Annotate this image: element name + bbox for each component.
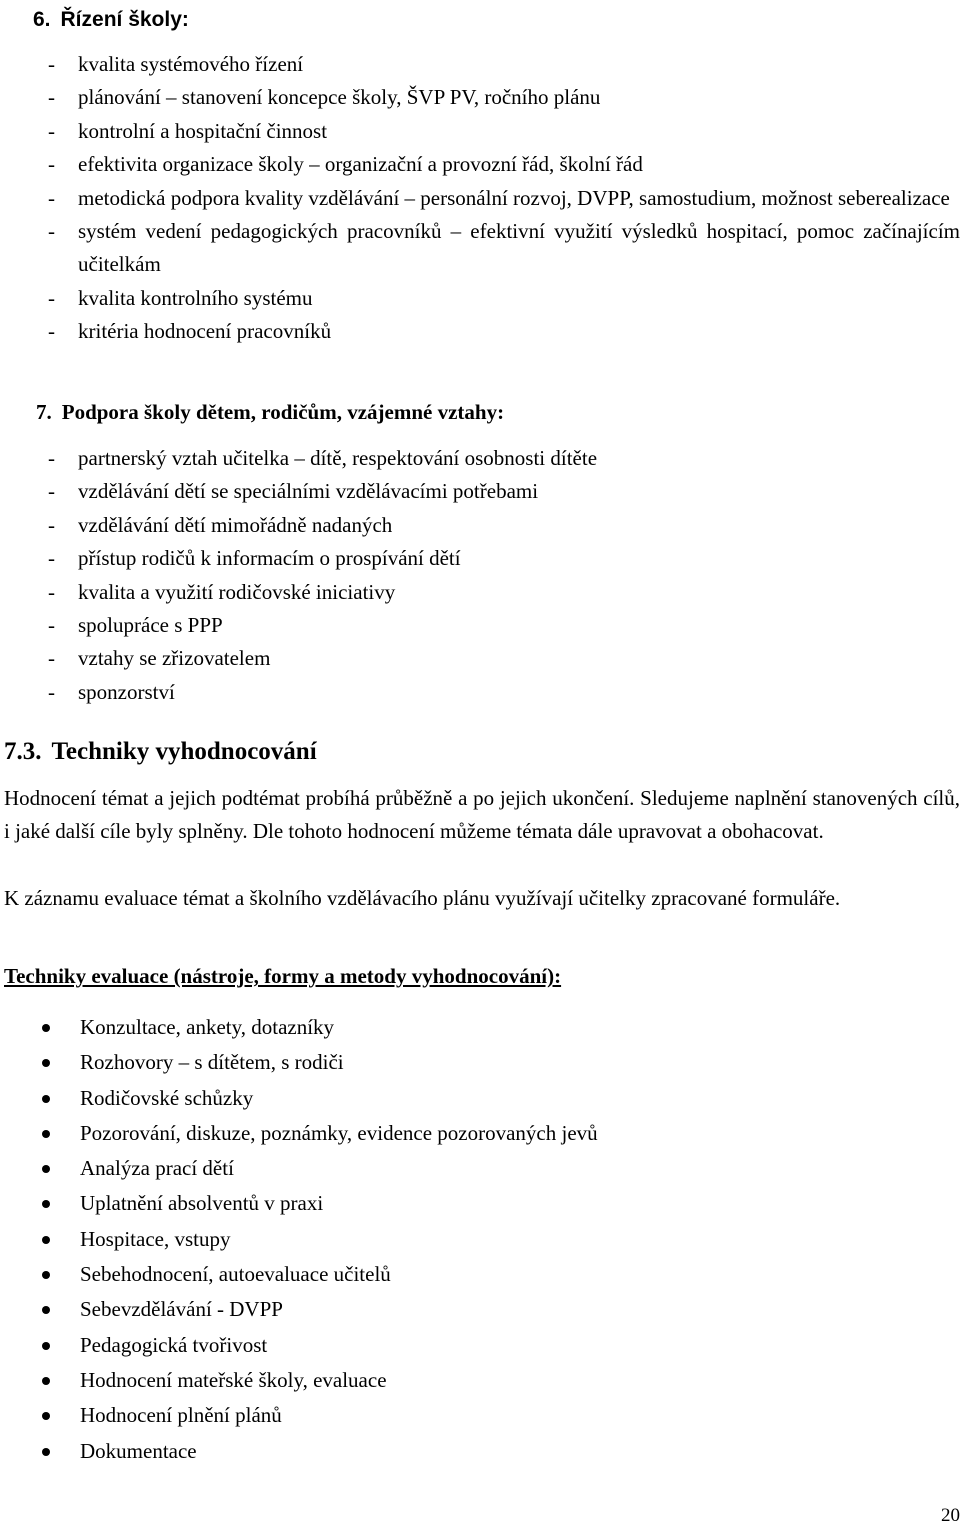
- section-6-title: Řízení školy:: [60, 8, 189, 31]
- bullet-icon: [42, 1165, 50, 1173]
- list-item-text: Analýza prací dětí: [80, 1156, 234, 1181]
- list-item-text: Uplatnění absolventů v praxi: [80, 1191, 324, 1216]
- section-7-3-title: Techniky vyhodnocování: [51, 738, 317, 765]
- list-item-text: přístup rodičů k informacím o prospívání dětí: [78, 546, 461, 571]
- list-item-text: vzdělávání dětí mimořádně nadaných: [78, 512, 393, 537]
- list-item: [0, 475, 960, 508]
- list-item: [0, 509, 960, 542]
- list-item-text: Hodnocení plnění plánů: [80, 1403, 282, 1428]
- bullet-icon: [42, 1448, 50, 1456]
- list-item-text: Dokumentace: [80, 1438, 197, 1463]
- section-6-list: [0, 48, 960, 349]
- dash-marker: -: [48, 118, 55, 143]
- list-item-text: partnerský vztah učitelka – dítě, respektování osobnosti dítěte: [78, 446, 598, 470]
- dash-marker: -: [48, 185, 55, 210]
- list-item-text: Konzultace, ankety, dotazníky: [80, 1015, 335, 1039]
- list-item-text: metodická podpora kvality vzdělávání – personální rozvoj, DVPP, samostudium, možnost seberealizace: [78, 185, 950, 210]
- dash-marker: -: [48, 52, 55, 76]
- section-7-3-heading: [4, 739, 317, 764]
- dash-marker: -: [48, 546, 55, 571]
- dash-marker: -: [48, 646, 55, 671]
- bullet-icon: [42, 1024, 50, 1032]
- bullet-icon: [42, 1342, 50, 1350]
- list-item: [0, 1151, 598, 1186]
- list-item-text: kritéria hodnocení pracovníků: [78, 319, 332, 344]
- list-item: [0, 442, 960, 475]
- bullet-icon: [42, 1059, 50, 1067]
- techniques-list: [0, 1010, 598, 1469]
- dash-marker: -: [48, 512, 55, 537]
- list-item: [0, 1328, 598, 1363]
- list-item-text: systém vedení pedagogických pracovníků – efektivní využití výsledků hospitací, pomoc začínajícím učitelkám: [78, 219, 960, 277]
- section-6-number: 6.: [33, 8, 51, 31]
- list-item: [0, 1398, 598, 1433]
- bullet-icon: [42, 1236, 50, 1244]
- bullet-icon: [42, 1200, 50, 1208]
- section-6-heading: [33, 9, 189, 30]
- bullet-icon: [42, 1271, 50, 1279]
- list-item-text: Rodičovské schůzky: [80, 1085, 254, 1110]
- list-item: [0, 1363, 598, 1398]
- dash-marker: -: [48, 319, 55, 344]
- dash-marker: -: [48, 446, 55, 470]
- list-item: [0, 282, 960, 315]
- list-item: [0, 676, 960, 709]
- list-item-text: vztahy se zřizovatelem: [78, 646, 271, 671]
- bullet-icon: [42, 1306, 50, 1314]
- dash-marker: -: [48, 219, 55, 244]
- list-item: [0, 1045, 598, 1080]
- dash-marker: -: [48, 479, 55, 504]
- page-number: 20: [941, 1505, 960, 1526]
- list-item-text: efektivita organizace školy – organizační a provozní řád, školní řád: [78, 152, 643, 177]
- list-item-text: kvalita systémového řízení: [78, 52, 304, 76]
- bullet-icon: [42, 1412, 50, 1420]
- evaluation-paragraph-2: K záznamu evaluace témat a školního vzdělávacího plánu využívají učitelky zpracované formuláře.: [4, 886, 841, 910]
- list-item-text: Sebehodnocení, autoevaluace učitelů: [80, 1262, 391, 1287]
- dash-marker: -: [48, 613, 55, 638]
- bullet-icon: [42, 1377, 50, 1385]
- list-item: [0, 1222, 598, 1257]
- list-item: [0, 642, 960, 675]
- list-item-text: plánování – stanovení koncepce školy, ŠVP PV, ročního plánu: [78, 85, 601, 110]
- bullet-icon: [42, 1130, 50, 1138]
- section-7-title: Podpora školy dětem, rodičům, vzájemné vztahy:: [61, 400, 505, 424]
- list-item-text: sponzorství: [78, 679, 175, 704]
- list-item: [0, 609, 960, 642]
- list-item-text: Pedagogická tvořivost: [80, 1332, 268, 1357]
- dash-marker: -: [48, 85, 55, 110]
- dash-marker: -: [48, 679, 55, 704]
- techniques-heading: Techniky evaluace (nástroje, formy a metody vyhodnocování):: [4, 964, 562, 988]
- section-7-number: 7.: [36, 400, 52, 424]
- list-item-text: kvalita a využití rodičovské iniciativy: [78, 579, 396, 604]
- section-7-list: [0, 442, 960, 709]
- list-item: [0, 215, 960, 282]
- list-item-text: Hodnocení mateřské školy, evaluace: [80, 1367, 387, 1392]
- list-item: [0, 1081, 598, 1116]
- list-item-text: Sebevzdělávání - DVPP: [80, 1297, 283, 1322]
- list-item-text: Hospitace, vstupy: [80, 1226, 231, 1251]
- list-item: [0, 1116, 598, 1151]
- evaluation-paragraph-1: Hodnocení témat a jejich podtémat probíhá průběžně a po jejich ukončení. Sledujeme naplnění stanovených cílů, i jaké další cíle byly splněny. Dle tohoto hodnocení můžeme témata dále upravovat a obohacovat.: [4, 786, 960, 844]
- dash-marker: -: [48, 285, 55, 310]
- list-item: [0, 182, 960, 215]
- list-item-text: Rozhovory – s dítětem, s rodiči: [80, 1050, 344, 1075]
- dash-marker: -: [48, 579, 55, 604]
- section-7-3-number: 7.3.: [4, 738, 42, 765]
- list-item: [0, 148, 960, 181]
- list-item: [0, 1292, 598, 1327]
- list-item-text: spolupráce s PPP: [78, 613, 223, 638]
- list-item: [0, 1257, 598, 1292]
- list-item: [0, 576, 960, 609]
- list-item: [0, 48, 960, 81]
- list-item: [0, 1434, 598, 1469]
- list-item: [0, 1186, 598, 1221]
- list-item: [0, 81, 960, 114]
- dash-marker: -: [48, 152, 55, 177]
- list-item-text: vzdělávání dětí se speciálními vzdělávacími potřebami: [78, 479, 539, 504]
- list-item-text: kvalita kontrolního systému: [78, 285, 313, 310]
- list-item: [0, 1010, 598, 1045]
- bullet-icon: [42, 1095, 50, 1103]
- list-item-text: Pozorování, diskuze, poznámky, evidence pozorovaných jevů: [80, 1120, 598, 1145]
- list-item: [0, 115, 960, 148]
- list-item-text: kontrolní a hospitační činnost: [78, 118, 328, 143]
- list-item: [0, 315, 960, 348]
- list-item: [0, 542, 960, 575]
- section-7-heading: [36, 402, 504, 423]
